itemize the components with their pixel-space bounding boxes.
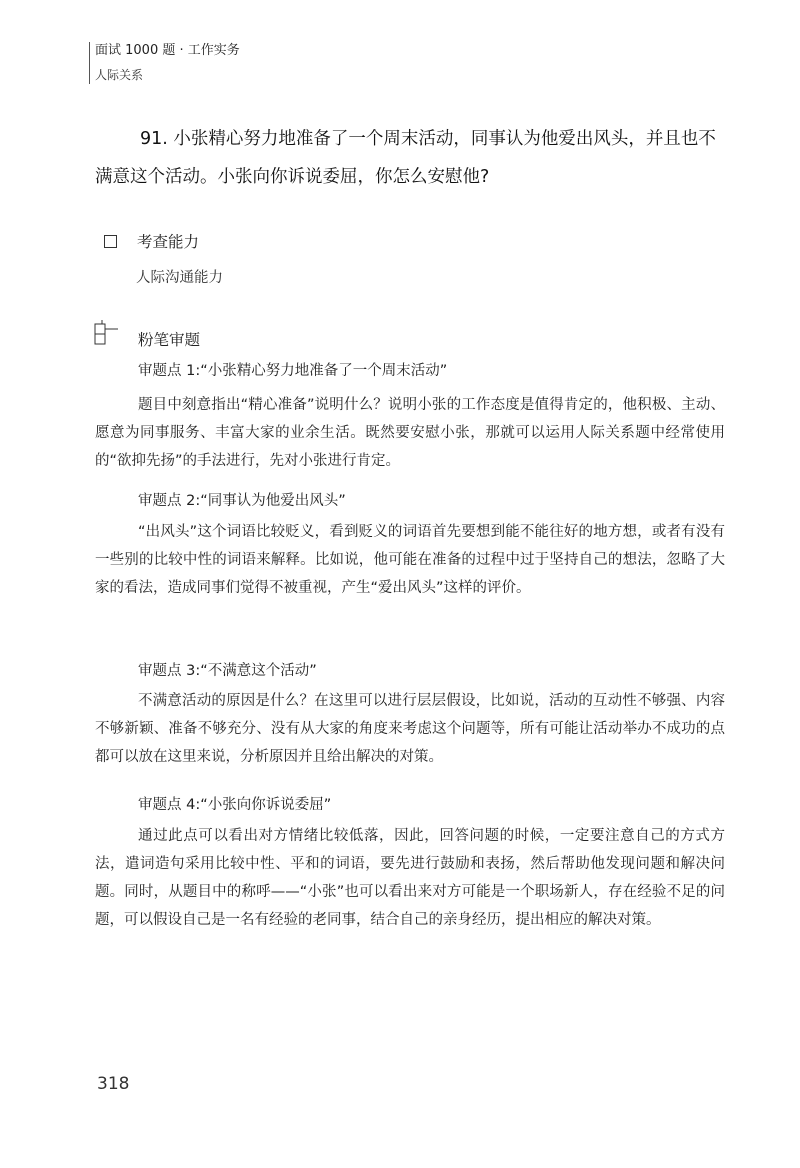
ability-content: 人际沟通能力 — [136, 270, 223, 286]
point-3-label: 审题点 3:“不满意这个活动” — [138, 663, 317, 679]
chapter-title: 人际关系 — [95, 68, 144, 82]
running-header — [95, 42, 240, 84]
point-1-text: 题目中刻意指出“精心准备”说明什么？说明小张的工作态度是值得肯定的，他积极、主动、愿意为同事服务、丰富大家的业余生活。既然要安慰小张，那就可以运用人际关系题中经常使用的“欲抑先扬”的手法进行，先对小张进行肯定。 — [95, 397, 725, 469]
point-3-text: 不满意活动的原因是什么？在这里可以进行层层假设，比如说，活动的互动性不够强、内容不够新颖、准备不够充分、没有从大家的角度来考虑这个问题等，所有可能让活动举办不成功的点都可以放在这里来说，分析原因并且给出解决的对策。 — [95, 693, 725, 765]
ability-heading-label: 考查能力 — [137, 233, 200, 251]
square-bullet-icon — [104, 235, 117, 248]
point-4-label: 审题点 4:“小张向你诉说委屈” — [138, 797, 332, 813]
ability-heading — [104, 232, 199, 252]
header-rule — [89, 42, 90, 84]
book-title: 面试 1000 题 · 工作实务 — [95, 43, 240, 58]
page-number: 318 — [97, 1074, 130, 1094]
point-2-text: “出风头”这个词语比较贬义，看到贬义的词语首先要想到能不能往好的地方想，或者有没有一些别的比较中性的词语来解释。比如说，他可能在准备的过程中过于坚持自己的想法，忽略了大家的看法，造成同事们觉得不被重视，产生“爱出风头”这样的评价。 — [95, 524, 725, 596]
chalk-icon — [92, 317, 122, 347]
point-2-label: 审题点 2:“同事认为他爱出风头” — [138, 493, 346, 509]
question-text: 91. 小张精心努力地准备了一个周末活动，同事认为他爱出风头，并且也不满意这个活动。小张向你诉说委屈，你怎么安慰他? — [95, 129, 716, 187]
analysis-heading: 粉笔审题 — [138, 331, 201, 349]
point-1-label: 审题点 1:“小张精心努力地准备了一个周末活动” — [138, 363, 448, 379]
point-4-text: 通过此点可以看出对方情绪比较低落，因此，回答问题的时候，一定要注意自己的方式方法，遣词造句采用比较中性、平和的词语，要先进行鼓励和表扬，然后帮助他发现问题和解决问题。同时，从题目中的称呼——“小张”也可以看出来对方可能是一个职场新人，存在经验不足的问题，可以假设自己是一名有经验的老同事，结合自己的亲身经历，提出相应的解决对策。 — [95, 828, 725, 928]
